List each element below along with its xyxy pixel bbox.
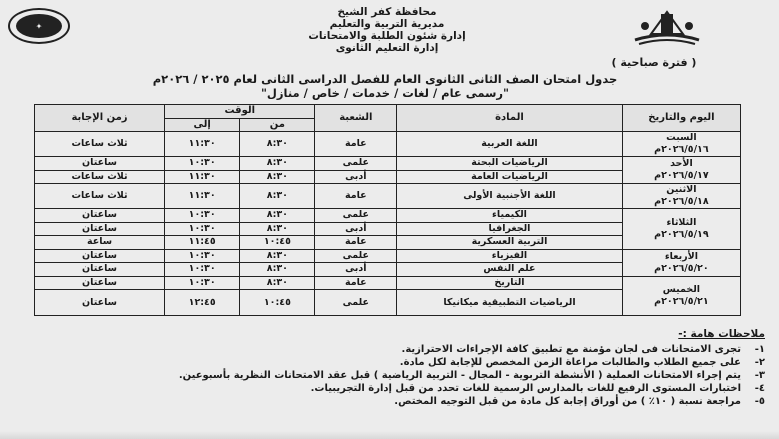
table-row: [35, 132, 741, 157]
header-time: الوقت: [165, 105, 315, 119]
division-cell: علمى: [315, 249, 397, 263]
to-cell: ١٠:٣٠: [165, 249, 240, 263]
duration-cell: ثلاث ساعات: [35, 184, 165, 209]
day-cell: [622, 132, 740, 157]
subject-cell: الفيزياء: [397, 249, 623, 263]
header-day: اليوم والتاريخ: [622, 105, 740, 132]
note-number: ٤-: [754, 383, 765, 394]
subject-cell: التربية العسكرية: [397, 236, 623, 250]
header-subject: المادة: [397, 105, 623, 132]
list-item: [5, 369, 765, 382]
subject-cell: الرياضيات البحتة: [397, 157, 623, 171]
table-row: [35, 157, 741, 171]
duration-cell: ساعتان: [35, 290, 165, 316]
duration-cell: ساعتان: [35, 276, 165, 290]
from-cell: ٨:٣٠: [240, 249, 315, 263]
division-cell: أدبى: [315, 263, 397, 277]
note-number: ٢-: [754, 357, 765, 368]
page-bottom-edge: [0, 431, 779, 439]
duration-cell: ساعتان: [35, 157, 165, 171]
header-line-4: إدارة التعليم الثانوى: [335, 42, 439, 54]
note-text: تجرى الامتحانات فى لجان مؤمنة مع تطبيق كافة الإجراءات الاحترازية.: [401, 344, 741, 355]
header-line-1: محافظة كفر الشيخ: [337, 6, 437, 18]
table-header-row: [35, 105, 741, 119]
to-cell: ١١:٣٠: [165, 184, 240, 209]
from-cell: ٨:٣٠: [240, 170, 315, 184]
division-cell: علمى: [315, 157, 397, 171]
subject-cell: الرياضيات التطبيقية ميكانيكا: [397, 290, 623, 316]
note-number: ٣-: [754, 370, 765, 381]
division-cell: أدبى: [315, 170, 397, 184]
note-text: يتم إجراء الامتحانات العملية ( الأنشطة التربوية - المجال - التربية الرياضية ) قبل عقد الامتحانات النظرية بأسبوعين.: [178, 370, 741, 381]
subject-cell: التاريخ: [397, 276, 623, 290]
duration-cell: ساعتان: [35, 263, 165, 277]
list-item: [5, 382, 765, 395]
day-name: الثلاثاء: [666, 216, 697, 228]
schedule-title: جدول امتحان الصف الثانى الثانوى العام للفصل الدراسى الثانى لعام ٢٠٢٥ / ٢٠٢٦م: [152, 72, 618, 86]
day-date: ٢٠٢٦/٥/١٦م: [654, 144, 709, 155]
division-cell: علمى: [315, 290, 397, 316]
exam-period: ( فترة صباحية ): [611, 56, 697, 69]
header-duration: زمن الإجابة: [35, 105, 165, 132]
to-cell: ١٢:٤٥: [165, 290, 240, 316]
to-cell: ١٠:٣٠: [165, 263, 240, 277]
header-line-3: إدارة شئون الطلبة والامتحانات: [308, 30, 466, 42]
table-row: [35, 184, 741, 209]
governorate-header: [227, 6, 547, 54]
notes-list: [5, 343, 765, 408]
header-line-2: مديرية التربية والتعليم: [329, 18, 445, 30]
note-text: على جميع الطلاب والطالبات مراعاة الزمن المخصص للإجابة لكل مادة.: [399, 357, 741, 368]
table-row: [35, 209, 741, 223]
list-item: [5, 356, 765, 369]
note-text: مراجعة نسبة ( ١٠٪ ) من أوراق إجابة كل مادة من قبل التوجيه المختص.: [394, 396, 741, 407]
from-cell: ٨:٣٠: [240, 263, 315, 277]
subject-cell: اللغة الأجنبية الأولى: [397, 184, 623, 209]
day-date: ٢٠٢٦/٥/١٧م: [654, 170, 709, 181]
day-name: الأربعاء: [664, 250, 698, 262]
subject-cell: اللغة العربية: [397, 132, 623, 157]
day-cell: [622, 184, 740, 209]
to-cell: ١٠:٣٠: [165, 157, 240, 171]
division-cell: عامة: [315, 276, 397, 290]
from-cell: ٨:٣٠: [240, 157, 315, 171]
subject-cell: الكيمياء: [397, 209, 623, 223]
notes-title: ملاحظات هامة :-: [678, 328, 765, 340]
day-date: ٢٠٢٦/٥/١٨م: [654, 196, 709, 207]
day-name: الاثنين: [666, 184, 697, 195]
day-date: ٢٠٢٦/٥/١٩م: [654, 228, 709, 240]
division-cell: عامة: [315, 236, 397, 250]
to-cell: ١١:٣٠: [165, 170, 240, 184]
to-cell: ١٠:٣٠: [165, 222, 240, 236]
list-item: [5, 343, 765, 356]
note-number: ٥-: [754, 396, 765, 407]
schedule-subtitle: "رسمى عام / لغات / خدمات / خاص / منازل": [260, 86, 510, 100]
table-row: [35, 276, 741, 290]
list-item: [5, 395, 765, 408]
duration-cell: ساعتان: [35, 222, 165, 236]
from-cell: ١٠:٤٥: [240, 290, 315, 316]
day-cell: [622, 249, 740, 276]
table-row: [35, 249, 741, 263]
day-name: السبت: [666, 132, 697, 143]
subject-cell: علم النفس: [397, 263, 623, 277]
day-cell: [622, 276, 740, 316]
duration-cell: ساعة: [35, 236, 165, 250]
ministry-seal-icon: ✦: [8, 8, 70, 44]
governorate-logo-icon: [625, 10, 709, 46]
subject-cell: الجغرافيا: [397, 222, 623, 236]
division-cell: عامة: [315, 184, 397, 209]
division-cell: عامة: [315, 132, 397, 157]
duration-cell: ساعتان: [35, 209, 165, 223]
header-from: من: [240, 118, 315, 132]
from-cell: ٨:٣٠: [240, 222, 315, 236]
from-cell: ٨:٣٠: [240, 132, 315, 157]
duration-cell: ثلاث ساعات: [35, 132, 165, 157]
to-cell: ١٠:٣٠: [165, 276, 240, 290]
to-cell: ١٠:٣٠: [165, 209, 240, 223]
header-division: الشعبة: [315, 105, 397, 132]
day-cell: [622, 209, 740, 250]
day-date: ٢٠٢٦/٥/٢١م: [654, 295, 709, 307]
duration-cell: ثلاث ساعات: [35, 170, 165, 184]
from-cell: ٨:٣٠: [240, 276, 315, 290]
header-to: إلى: [165, 118, 240, 132]
from-cell: ١٠:٤٥: [240, 236, 315, 250]
note-number: ١-: [754, 344, 765, 355]
exam-schedule-table: [34, 104, 741, 316]
day-name: الأحد: [670, 158, 693, 169]
to-cell: ١١:٣٠: [165, 132, 240, 157]
from-cell: ٨:٣٠: [240, 209, 315, 223]
division-cell: علمى: [315, 209, 397, 223]
day-cell: [622, 157, 740, 184]
duration-cell: ساعتان: [35, 249, 165, 263]
to-cell: ١١:٤٥: [165, 236, 240, 250]
note-text: اختبارات المستوى الرفيع للغات بالمدارس الرسمية للغات تحدد من قبل إدارة التجريبيات.: [310, 383, 741, 394]
from-cell: ٨:٣٠: [240, 184, 315, 209]
division-cell: أدبى: [315, 222, 397, 236]
day-name: الخميس: [662, 283, 701, 295]
document-header: [0, 4, 779, 54]
day-date: ٢٠٢٦/٥/٢٠م: [654, 262, 709, 274]
subject-cell: الرياضيات العامة: [397, 170, 623, 184]
